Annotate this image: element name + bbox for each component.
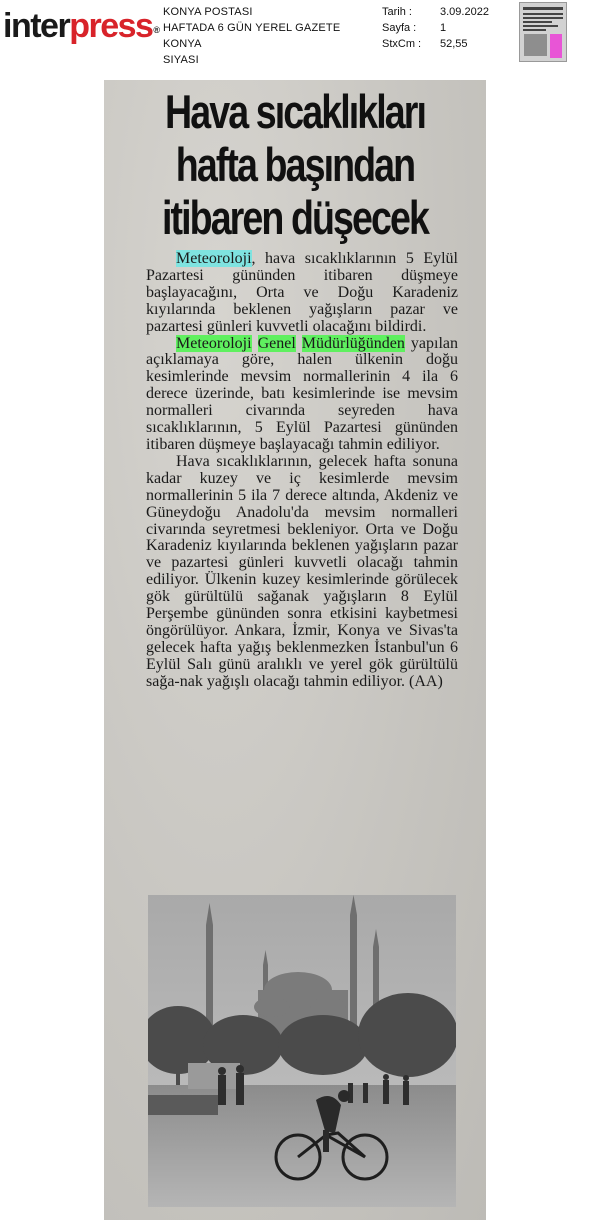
thumbnail-photo [524, 34, 547, 56]
clipping-meta [382, 4, 500, 52]
interpress-logo [3, 6, 159, 46]
page-label: Sayfa : [382, 22, 417, 34]
keyword-highlight: Meteoroloji [176, 250, 252, 267]
keyword-highlight: Genel [257, 334, 296, 352]
paragraph-2 [146, 336, 458, 454]
headline-line-3: itibaren düşecek [161, 191, 429, 244]
logo-text-inter: inter [3, 7, 70, 45]
article-body [146, 251, 458, 691]
keyword-highlight: Müdürlüğünden [301, 334, 405, 352]
mosque-cyclist-photo [148, 895, 456, 1207]
thumbnail-article-marker [550, 34, 562, 58]
publication-name: KONYA POSTASI [163, 6, 253, 18]
paragraph-1 [146, 251, 458, 336]
publication-city: KONYA [163, 38, 202, 50]
headline-line-2: hafta başından [175, 138, 415, 191]
publication-section: SIYASI [163, 54, 199, 66]
paragraph-2-text: yapılan açıklamaya göre, halen ülkenin doğu kesimlerinde mevsim normallerinin 4 ila 6 derece üzerinde, batı kesimlerinde ise mevsim normalleri civarında seyreden hava sıcaklıklarının, 5 Eylül Pazartesi gününden itibaren düşmeye başlayacağı tahmin ediliyor. [146, 334, 458, 453]
newspaper-clipping [104, 80, 486, 1220]
page-thumbnail[interactable] [519, 2, 567, 62]
stxcm-label: StxCm : [382, 38, 422, 50]
keyword-highlight: Meteoroloji [176, 334, 252, 352]
publication-frequency: HAFTADA 6 GÜN YEREL GAZETE [163, 22, 341, 34]
logo-registered-mark: ® [153, 25, 161, 35]
headline [142, 85, 448, 244]
date-value: 3.09.2022 [440, 6, 489, 18]
headline-line-1: Hava sıcaklıkları [164, 85, 426, 138]
date-label: Tarih : [382, 6, 412, 18]
logo-text-press: press [69, 7, 153, 45]
page-value: 1 [440, 22, 447, 34]
paragraph-3: Hava sıcaklıklarının, gelecek hafta sonuna kadar kuzey ve iç kesimlerde mevsim normallerinin 5 ila 7 derece altında, Akdeniz ve Güneydoğu Anadolu'da mevsim normalleri civarında seyretmesi bekleniyor. Orta ve Doğu Karadeniz kıyılarında beklenen yağışların pazar ve pazartesi günleri kuvvetli olacağı tahmin ediliyor. Ülkenin kuzey kesimlerinde görülecek gök gürültülü sağanak yağışların 8 Eylül Perşembe gününden sonra etkisini kaybetmesi öngörülüyor. Ankara, İzmir, Konya ve Sivas'ta gelecek hafta yağış beklenmezken İstanbul'un 6 Eylül Salı günü aralıklı ve yerel gök gürültülü sağa-nak yağışlı olacağı tahmin ediliyor. (AA) [146, 452, 458, 690]
paragraph-1-text: , hava sıcaklıklarının 5 Eylül Pazartesi gününden itibaren düşmeye başlayacağını, Orta ve Doğu Karadeniz kıyılarında beklenen yağışların pazar ve pazartesi günleri kuvvetli olacağını bildirdi. [146, 250, 458, 335]
publication-info [163, 4, 340, 68]
stxcm-value: 52,55 [440, 38, 468, 50]
